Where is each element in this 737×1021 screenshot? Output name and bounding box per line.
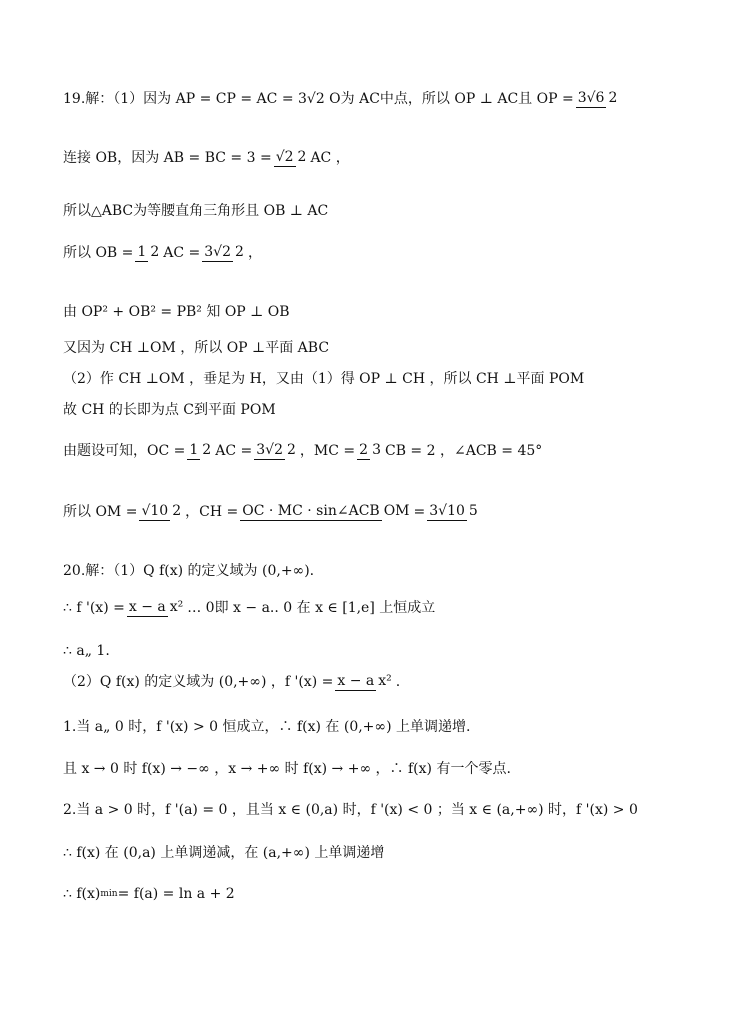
fraction-denominator: 2 [297, 149, 307, 165]
text-run: ，CH = [185, 503, 239, 520]
text-run: AC ， [310, 149, 350, 166]
text-line-l2 [63, 148, 350, 167]
fraction-denominator: 2 [172, 503, 182, 519]
text-run: ∴ f '(x) = [63, 599, 125, 616]
text-line-l10 [63, 502, 482, 521]
fraction-denominator: 2 [150, 244, 160, 260]
fraction-denominator: 2 [608, 90, 618, 106]
text-run: ， [247, 244, 262, 261]
text-run: 19.解：（1）因为 AP = CP = AC = 3√2 O为 AC中点，所以 OP ⊥ AC且 OP = [63, 90, 574, 107]
fraction [576, 89, 620, 108]
text-line-l1 [63, 89, 621, 108]
text-run: AC = [215, 442, 253, 459]
fraction [139, 502, 183, 521]
text-run: 由题设可知，OC = [63, 442, 186, 459]
fraction-numerator: 3√6 [577, 90, 605, 106]
fraction-denominator: x² [169, 599, 184, 615]
text-run: = [413, 503, 426, 520]
fraction-denominator: 2 [286, 442, 296, 458]
fraction [202, 243, 246, 262]
text-run: 所以 OB = [63, 244, 134, 261]
subscript: min [100, 888, 118, 899]
text-run: ∴ a„ 1. [63, 643, 110, 659]
fraction-numerator: 1 [189, 442, 199, 458]
text-line-l15 [63, 720, 470, 734]
text-run: CB = 2 ，∠ACB = 45° [384, 442, 543, 459]
fraction-numerator: √2 [275, 149, 294, 165]
fraction-denominator: OM [383, 503, 410, 519]
fraction [427, 502, 480, 521]
text-run: 所以△ABC为等腰直角三角形且 OB ⊥ AC [63, 203, 329, 219]
text-run: … 0即 x − a.. 0 在 x ∈ [1,e] 上恒成立 [187, 599, 436, 616]
fraction-numerator: 3√10 [429, 503, 465, 519]
fraction-numerator: x − a [128, 599, 166, 615]
fraction [357, 441, 383, 460]
text-line-l7 [63, 372, 584, 386]
text-run: 由 OP² + OB² = PB² 知 OP ⊥ OB [63, 304, 290, 320]
text-run: ∴ f(x) 在 (0,a) 上单调递减，在 (a,+∞) 上单调递增 [63, 845, 385, 861]
text-line-l13 [63, 644, 110, 658]
fraction-numerator: 1 [137, 244, 147, 260]
text-run: AC = [163, 244, 201, 261]
text-line-l3 [63, 204, 328, 218]
text-line-l19 [63, 887, 235, 901]
text-line-l11 [63, 564, 314, 578]
text-run: 又因为 CH ⊥OM ，所以 OP ⊥平面 ABC [63, 340, 330, 356]
text-run: 且 x → 0 时 f(x) → −∞ ，x → +∞ 时 f(x) → +∞ ，∴ f(x) 有一个零点. [63, 761, 511, 777]
text-run: 20.解：（1）Q f(x) 的定义域为 (0,+∞). [63, 563, 315, 579]
fraction [135, 243, 161, 262]
text-run: 2.当 a > 0 时，f '(a) = 0 ，且当 x ∈ (0,a) 时，f '(x) < 0 ；当 x ∈ (a,+∞) 时，f '(x) > 0 [63, 802, 638, 818]
fraction-numerator: 3√2 [256, 442, 283, 458]
text-run: （2）Q f(x) 的定义域为 (0,+∞) ，f '(x) = [63, 673, 334, 690]
fraction-numerator: 3√2 [204, 244, 232, 260]
fraction [274, 148, 309, 167]
text-line-l5 [63, 305, 290, 319]
text-run: （2）作 CH ⊥OM ，垂足为 H，又由（1）得 OP ⊥ CH ，所以 CH ⊥平面 POM [63, 371, 585, 387]
fraction-denominator: x² [378, 673, 392, 689]
text-run: = f(a) = ln a + 2 [117, 886, 235, 902]
text-line-l16 [63, 762, 511, 776]
fraction [127, 598, 185, 617]
text-line-l17 [63, 803, 638, 817]
text-line-l12 [63, 598, 435, 617]
fraction-numerator: √10 [141, 503, 169, 519]
text-line-l6 [63, 341, 329, 355]
text-run: ∴ f(x) [63, 886, 101, 902]
text-run: . [395, 673, 401, 690]
fraction [254, 441, 298, 460]
fraction [187, 441, 213, 460]
fraction-denominator: 3 [372, 442, 381, 458]
fraction [240, 502, 411, 521]
text-line-l4 [63, 243, 262, 262]
text-run: 所以 OM = [63, 503, 138, 520]
text-line-l14 [63, 672, 400, 691]
fraction-denominator: 2 [235, 244, 244, 260]
fraction-denominator: 5 [468, 503, 478, 519]
fraction-numerator: 2 [359, 442, 369, 458]
text-run: 连接 OB，因为 AB = BC = 3 = [63, 149, 272, 166]
fraction-denominator: 2 [202, 442, 212, 458]
fraction-numerator: x − a [337, 673, 375, 689]
fraction [335, 672, 393, 691]
text-line-l8 [63, 403, 276, 417]
text-run: ，MC = [299, 442, 356, 459]
text-run: 1.当 a„ 0 时，f '(x) > 0 恒成立，∴ f(x) 在 (0,+∞) 上单调递增. [63, 719, 471, 735]
text-line-l18 [63, 846, 384, 860]
text-run: 故 CH 的长即为点 C到平面 POM [63, 402, 276, 418]
text-line-l9 [63, 441, 542, 460]
fraction-numerator: OC · MC · sin∠ACB [242, 503, 380, 519]
